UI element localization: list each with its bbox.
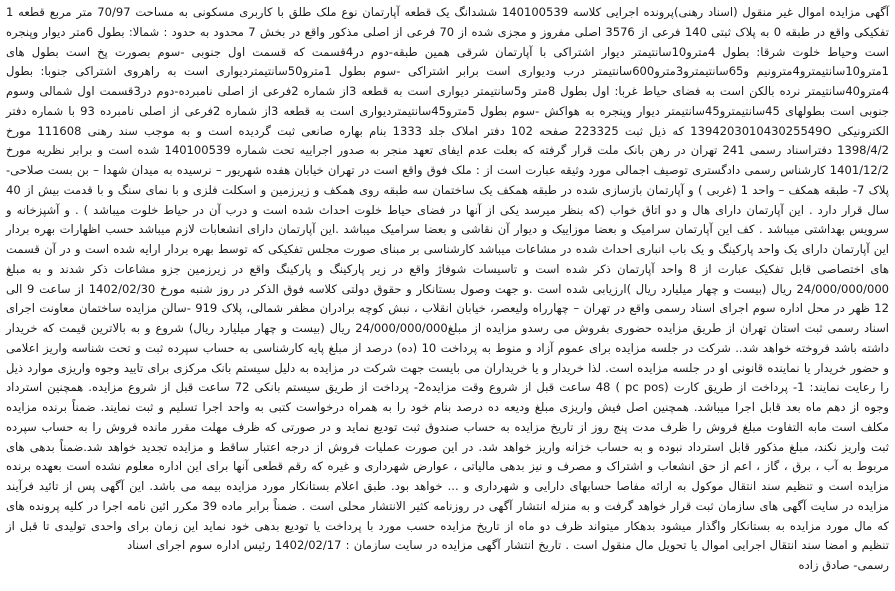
notice-signature: رسمی- صادق زاده — [798, 558, 889, 572]
notice-body-text: آگهی مزایده اموال غیر منقول (اسناد رهنی)پرونده اجرایی کلاسه 140100539 ششدانگ یک قطعه آپارتمان نوع ملک طلق با کاربری مسکونی به مساحت 70/97 متر مربع قطعه 1 تفکیکی واقع در طبقه 0 به پلاک ثبتی 140 فرعی از 3576 اصلی مفروز و مجزی شده از 70 فرعی از اصلی مذکور واقع در بخش 7 محدود به حدود : شمالا: بطول 6متر دیوار وپنجره است وحیاط خلوت شرقا: بطول 4مترو10سانتیمتر دیوار اشتراکی با آپارتمان شرقی همین طبقه-دوم در4قسمت که قسمت اول جنوبی -سوم بصورت پخ است بطول های 1مترو10سانتیمترو4مترونیم و65سانتیمترو3مترو600سانتیمتر درب وديواری است برابر اشتراکی -سوم بطول 1مترو50سانتیمتردیواری است به راهروی اشتراکی جنوبا: بطول 4مترو40سانتیمتر نرده بالکن است به فضای حیاط غربا: اول بطول 8متر و5سانتیمتر دیواری است به قطعه 3از شماره 2فرعی از اصلی نامبرده-دوم در3قسمت اول شمالی وسوم جنوبی است بطولهای 45سانتیمترو45سانتیمتر دیوار وپنجره به هواکش -سوم بطول 5مترو45سانتیمتردیواری است به قطعه 3از شماره 2فرعی از اصلی نامبرده 93 با شماره دفتر الکترونیکی 139420301043025549O که ذیل ثبت 223325 صفحه 102 دفتر املاک جلد 1333 بنام بهاره صانعی ثبت گردیده است و به موجب سند رهنی 111608 مورخ 1398/4/2 دفتراسناد رسمی 241 تهران در رهن بانک ملت قرار گرفته که بعلت عدم ایفای تعهد منجر به صدور اجراییه تحت شماره 140100539 شده است و برابر نظریه مورخ 1401/12/2 کارشناس رسمی دادگستری توصیف اجمالی مورد وثیقه عبارت است از : ملک فوق واقع است در تهران خیابان هفده شهریور – نرسیده به میدان شهدا – بن بست صلاحی- پلاک 7- طبقه همکف – واحد 1 (غربی ) و آپارتمان بازسازی شده در طبقه همکف یک ساختمان سه طبقه روی همکف و زیرزمین و اسکلت فلزی و با نمای سنگ و با قدمت بیش از 40 سال قرار دارد . این آپارتمان دارای هال و دو اتاق خواب (که بنظر میرسد یکی از آنها در فضای حیاط خلوت احداث شده است و درب آن در حیاط خلوت میباشد ) . و آشپزخانه و سرویس بهداشتی میباشد . کف این آپارتمان سرامیک و بعضا موزاییک و دیوار آن نقاشی و بعضا سرامیک میباشد .این آپارتمان دارای انشعابات لازم میباشد حسب اظهارات بهره بردار این آپارتمان دارای یک واحد پارکینگ و یک باب انباری احداث شده در مشاعات میباشد کارشناسی بر مبنای صورت مجلس تفکیکی که توسط بهره بردار ارایه شده است و در آن قسمت های اختصاصی قابل تفکیک عبارت از 8 واحد آپارتمان ذکر شده است و تاسیسات شوفاژ واقع در زیر پارکینگ و پارکینگ واقع در زیرزمین جزو مشاعات ذکر شدند و به مبلغ 24/000/000/000 ریال (بیست و چهار میلیارد ریال )ارزیابی شده است .و جهت وصول بستانکار و حقوق دولتی کلاسه فوق الذکر در روز شنبه مورخ 1402/02/30 از ساعت 9 الی 12 ظهر در محل اداره سوم اجرای اسناد رسمی واقع در تهران – چهارراه ولیعصر، خیابان انقلاب ، نبش کوچه برادران مظفر شمالی، پلاک 919 -سالن مزایده ساختمان معاونت اجرای اسناد رسمی ثبت استان تهران از طریق مزایده حضوری بفروش می رسدو مزایده از مبلغ24/000/000/000 ریال (بیست و چهار میلیارد ریال) شروع و به بالاترین قیمت که خریدار داشته باشد فروخته خواهد شد.. شرکت در جلسه مزایده برای عموم آزاد و منوط به پرداخت 10 (ده) درصد از مبلغ پایه کارشناسی به حساب سپرده ثبت و تحت شناسه واریز اعلامی و حضور خریدار یا نماینده قانونی او در جلسه مزایده است. لذا خریدار و یا خریداران می بایست جهت شرکت در مزایده به دلیل سیستم بانک مرکزی برای تایید وجوه واریزی موارد ذیل را رعایت نمایند: 1- پرداخت از طریق کارت (pc pos ) 48 ساعت قبل از شروع وقت مزایده2- پرداخت از طریق سیستم بانکی 72 ساعت قبل از شروع مزایده. همچنین استرداد وجوه از دهم ماه بعد قابل اجرا میباشد. همچنین اصل فیش واریزی مبلغ ودیعه ده درصد بنام خود را به همراه درخواست کتبی به واحد اجرا تسلیم و ثبت نمایند. ضمناً برنده مزایده مکلف است مابه التفاوت مبلغ فروش را ظرف مدت پنج روز از تاریخ مزایده به حساب صندوق ثبت تودیع نماید و در صورتی که ظرف مهلت مقرر مانده فروش را به حساب سپرده ثبت واریز نکند، مبلغ مذکور قابل استرداد نبوده و به حساب خزانه واریز خواهد شد. در این صورت عملیات فروش از درجه اعتبار ساقط و مزایده تجدید خواهد شد.ضمناً بدهی های مربوط به آب ، برق ، گاز ، اعم از حق انشعاب و اشتراک و مصرف و نیز بدهی مالیاتی ، عوارض شهرداری و غیره که رقم قطعی آنها برای این اداره معلوم نشده است بعهده برنده مزایده است و تنظیم سند انتقال موکول به ارائه مفاصا حسابهای دارایی و شهرداری و ... خواهد بود. طبق اعلام بستانکار مورد مزایده بیمه می باشد. این آگهی پس از تائید فرآیند مزایده در سایت آگهی های سازمان ثبت قرار خواهد گرفت و به منزله انتشار آگهی در روزنامه کثیر الانتشار محلی است . ضمناً برابر ماده 39 مکرر ائین نامه اجرا در کلیه پرونده های که مال مورد مزایده به بستانکار واگذار میشود بدهکار میتواند ظرف دو ماه از تاریخ مزایده حسب مورد با پرداخت یا تودیع بدهی خود نماید این زمان برای واحدی تولیدی تا قبل از تنظیم و امضا سند انتقال اجرایی اموال یا تحویل مال منقول است . تاریخ انتشار آگهی مزایده در سایت سازمان : 1402/02/17 رئیس اداره سوم اجرای اسناد — [6, 5, 890, 553]
